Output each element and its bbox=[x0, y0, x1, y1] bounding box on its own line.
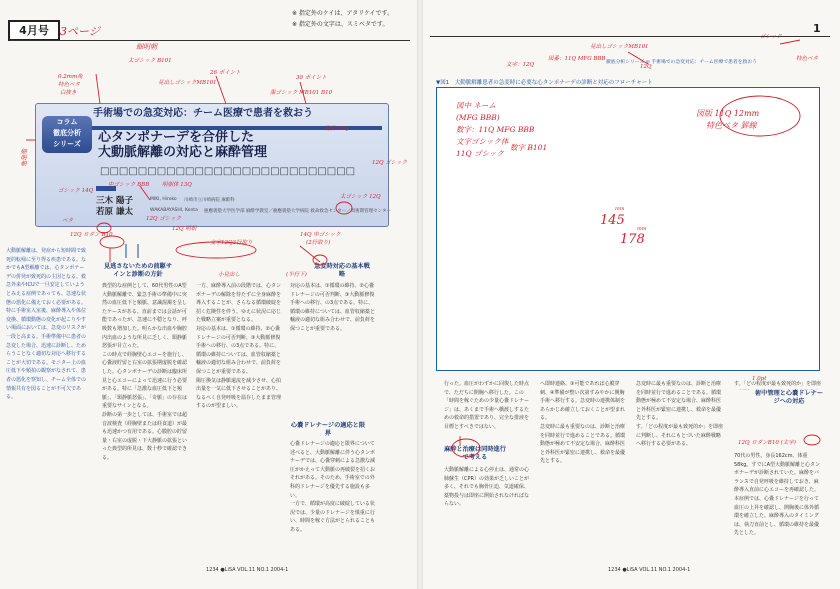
proof-circle bbox=[176, 242, 256, 258]
header-note-2: ※ 指定外の文字は、スミベタです。 bbox=[292, 21, 389, 28]
annotation: 明朝体 13Q bbox=[162, 182, 192, 188]
paragraph: 対応の基本は、①循環の維持、②心嚢ドレナージの可否判断、③大動脈修復手術への移行、の3点である。特に、循環の維持については、血管収縮薬と輸液の適切な組み合わせで、前負荷を保つことが重要である。 bbox=[196, 325, 281, 375]
annotation: 30 ポイント bbox=[296, 75, 327, 81]
annotation: 26 ポイント bbox=[210, 70, 241, 76]
annotation: 12Q bbox=[640, 64, 652, 70]
figure-note: (MFG BBB) bbox=[456, 113, 500, 122]
annotation: ゴシック 14Q bbox=[58, 188, 94, 194]
blue-mark bbox=[126, 244, 138, 258]
annotation: 細明朝 bbox=[136, 43, 157, 51]
figure-note: 数字 B101 bbox=[510, 143, 548, 152]
author-2-romaji: WAKABAYASHI, Kenta bbox=[150, 208, 198, 213]
annotation: 特色ベタ bbox=[58, 82, 81, 88]
figure-width: 145 bbox=[600, 213, 625, 228]
author-1: 三木 陽子 bbox=[96, 196, 133, 206]
leader-line bbox=[300, 82, 306, 104]
footer-right: 1234 ●LiSA VOL.11 NO.1 2004-1 bbox=[608, 567, 691, 573]
annotation: 中ゴシック BBB bbox=[108, 182, 150, 188]
paragraph: 急変時に最も重要なのは、診断と治療を同時並行で進めることである。循環動態が極めて不安定な場合、麻酔科医と外科医が緊密に連携し、救命を最優先とする。 bbox=[540, 423, 626, 465]
section-head-2: 急変時対応の基本戦略 bbox=[314, 263, 370, 278]
paragraph: 大動脈解離による心停止は、通常の心肺蘇生（CPR）の効果が乏しいことが多く、それでも胸骨圧迫、気道確保、薬物投与は即座に開始されなければならない。 bbox=[444, 467, 530, 508]
paragraph: 心嚢ドレナージの適応と限界について述べると、大動脈解離に伴う心タンポナーデでは、心嚢穿刺による急激な減圧がかえって大動脈の再破裂を招くおそれがある。そのため、手術室での外科的ドレナージを優先する施設も多い。 bbox=[290, 441, 376, 499]
paragraph: 70代の男性。身長162cm、体重58kg。すでにA型大動脈解離と心タンポナーデが診断されていた。麻酔をバランスで自発呼吸を維持しておき、麻酔導入直前に心エコーを再確認した。 bbox=[734, 453, 821, 494]
annotation: 12Q ゴシック bbox=[146, 216, 182, 222]
paragraph: す。「どの程度が最も致死的か」を即座 bbox=[734, 381, 822, 387]
paragraph: 本症例では、心嚢ドレナージを行って血圧の上昇を確認し、開胸後に体外循環を確立した。麻酔導入のタイミングは、執刀直前とし、循環の維持を最優先とした。 bbox=[734, 495, 820, 537]
proof-circle bbox=[804, 435, 820, 445]
leader-line bbox=[780, 40, 800, 44]
section-head-5: 術中管理と心嚢ドレナージへの対応 bbox=[754, 390, 824, 405]
figure-note: 文字ゴシック体 bbox=[456, 137, 509, 146]
figure-note: 図中 ネーム bbox=[456, 101, 496, 110]
month-tab: 4月号 bbox=[8, 20, 60, 41]
figure-caption: ▼図1 大動脈解離患者の急変時に必要な心タンポナーデの診断と対応のフローチャート bbox=[436, 80, 653, 86]
page-note: 3ページ bbox=[60, 25, 100, 38]
annotation: 見出しゴシックMB101 bbox=[158, 80, 217, 86]
annotation: 黒ゴシック MB101 B10 bbox=[270, 90, 333, 96]
paragraph: 行った。血圧がわずかに回復した時点で、ただちに開胸へ移行した。この「時間を稼ぐための少量心嚢ドレナージ」は、あくまで手術へ橋渡しするための救命的措置であり、完全な排液を目標とすべきではない。 bbox=[444, 381, 530, 430]
badge-line: コラム bbox=[56, 118, 78, 126]
leader-line bbox=[300, 246, 320, 262]
proof-circle bbox=[720, 96, 800, 136]
paragraph: 一方で、循環が高度に破綻している状況では、少量のドレナージを慎重に行い、時間を稼ぐ方法がとられることもある。 bbox=[290, 501, 376, 533]
running-head: 徹底分析シリーズ ◎ 手術場での急変対応：チーム医療で患者を救おう bbox=[606, 60, 757, 65]
paragraph: この時点で経胸壁心エコーを施行し、心嚢液貯留と右室の拡張期虚脱を確認した。心タンポナーデの診断は臨床所見と心エコーによって迅速に行う必要がある。特に「急激な血圧低下と頻脈」、「頸静脈怒張」、「奇脈」の存在は重要なサインとなる。 bbox=[102, 351, 188, 410]
annotation: 細明朝 bbox=[19, 148, 26, 166]
header-note-1: ※ 指定外のケイは、アタリケイです。 bbox=[292, 10, 394, 17]
annotation: 太ゴシック B101 bbox=[128, 58, 172, 64]
series-title: 手術場での急変対応：チーム医療で患者を救おう bbox=[93, 108, 313, 119]
annotation: 14Q 中ゴシック bbox=[300, 232, 341, 238]
proof-circle bbox=[336, 202, 352, 214]
figure-note: 数字：11Q MFG BBB bbox=[456, 125, 535, 134]
annotation: ベタ bbox=[62, 218, 74, 224]
figure-unit: mm bbox=[615, 206, 625, 212]
annotation: 図番：11Q MFG BBB bbox=[548, 56, 606, 62]
annotation: (2行取り) bbox=[306, 240, 331, 246]
proof-circle bbox=[452, 439, 480, 457]
proof-circle bbox=[97, 223, 111, 233]
annotation: ゴシック bbox=[760, 34, 782, 40]
figure-height: 178 bbox=[620, 232, 645, 247]
figure-note: 図版 11Q 12mm bbox=[696, 109, 760, 118]
figure-unit: mm bbox=[637, 226, 647, 232]
author-2: 若原 謙太 bbox=[96, 207, 133, 217]
annotation: 明朝 11Q bbox=[324, 126, 349, 132]
proof-circle bbox=[313, 255, 327, 265]
leader-line bbox=[216, 76, 226, 104]
annotation: 文字12Q3行取り bbox=[210, 240, 253, 246]
paragraph: 典型的な症例として、60代男性のA型大動脈解離で、緊急手術の準備中に突然の血圧低下と頻脈、意識混濁を呈したケースがある。直前までは会話が可能であったが、急速に不穏となり、呼吸数も増加した。明らかな出血や胸腔内出血のような所見に乏しく、頸静脈怒張が目立った。 bbox=[102, 283, 188, 350]
figure-note: 11Q ゴシック bbox=[456, 149, 504, 158]
annotation: 白抜き bbox=[60, 90, 77, 96]
figure-note: 特色ベタ 罫線 bbox=[706, 121, 757, 130]
annotation: 12Q ロダン B10 bbox=[70, 232, 113, 238]
annotation: 12Q ロダンB10 (太字) bbox=[738, 440, 796, 446]
annotation: 12Q ゴシック bbox=[372, 160, 408, 166]
annotation: 特色ベタ bbox=[796, 56, 819, 62]
author-1-romaji: MIKI, Hiroko bbox=[150, 197, 177, 202]
leader-line bbox=[628, 52, 648, 64]
section-head-4: 麻酔と治療は同時進行で考える bbox=[444, 446, 506, 461]
annotation: (半行下) bbox=[286, 272, 307, 278]
leader-line bbox=[96, 74, 100, 104]
section-head-1: 見逃さないための前駆サインと診断の方針 bbox=[103, 263, 173, 278]
title-line: 大動脈解離の対応と麻酔管理 bbox=[98, 145, 268, 160]
page-number: 1 bbox=[813, 22, 821, 35]
author-1-affiliation: 川崎市立川崎病院 麻酔科 bbox=[184, 198, 235, 203]
paragraph: 対応の基本は、①循環の維持、②心嚢ドレナージの可否判断、③大動脈修復手術への移行、の3点である。特に、循環の維持については、血管収縮薬と輸液の適切な組み合わせで、前負荷を保つことが重要である。 bbox=[290, 283, 375, 332]
footer-left: 1234 ●LiSA VOL.11 NO.1 2004-1 bbox=[206, 567, 289, 573]
title-line: 心タンポナーデを合併した bbox=[98, 130, 255, 145]
paragraph: へ即時連絡、③可能であれば心膜穿刺、④準備が整い次第すみやかに開胸手術へ移行する。急変時の連携体制をあらかじめ確立しておくことが望まれる。 bbox=[540, 381, 626, 422]
annotation: 見出しゴシックMB101 bbox=[590, 44, 649, 50]
subtitle-placeholder: □□□□□□□□□□□□□□□□□□□□□□□□□□□ bbox=[100, 166, 356, 177]
badge-line: 徹底分析 bbox=[53, 129, 81, 137]
paragraph: 陽圧換気は静脈還流を減少させ、心拍出量を一気に低下させることがあり、なるべく自発呼吸を温存したまま管理するのが望ましい。 bbox=[196, 377, 282, 410]
annotation: 12Q 明朝 bbox=[172, 226, 197, 232]
annotation: 0.2mm角 bbox=[58, 74, 83, 80]
paragraph: 診断の第一歩としては、手術室では超音波検査（経胸壁または経食道）が最も迅速かつ有用である。心膜腔の貯留量・右室の虚脱・下大静脈の拡張といった典型的所見は、数十秒で確認できる。 bbox=[102, 411, 188, 461]
paragraph: 急変時に最も重要なのは、診断と治療を同時並行で進めることである。循環動態が極めて不安定な場合、麻酔科医と外科医が緊密に連携し、救命を最優先とする。 bbox=[636, 381, 722, 422]
annotation: 小見出し bbox=[218, 272, 241, 278]
badge-line: シリーズ bbox=[53, 140, 81, 148]
author-2-affiliation: 慶應義塾大学医学部 麻酔学教室／慶應義塾大学病院 救命救急センター／周術期管理センター bbox=[204, 209, 391, 214]
leader-line bbox=[140, 186, 150, 200]
section-head-3: 心嚢ドレナージの適応と限界 bbox=[290, 422, 366, 437]
annotation: 1.0pt bbox=[752, 376, 767, 382]
paragraph: 一方、麻酔導入前の段階では、心タンポナーデの解除を待たずに全身麻酔を導入することが、さらなる循環破綻を招く危険性を伴う。ゆえに状況に応じた戦略立案が重要となる。 bbox=[196, 283, 282, 324]
lead-text: 大動脈解離は、発症から短時間で致死的転帰に至り得る疾患である。なかでもA型解離では、心タンポナーデの併発が致死的の主因となる。救急外来やICUで一旦安定していようとみえる症例であっても、急速な状態の悪化に備えておく必要がある。特に手術室入室後、麻酔導入や体位変換、循環動態の変化が起こりやすい場面においては、急変のリスクが一段と高まる。手術準備中に患者の急変した場合、迅速に診断し、ためらうことなく適切な対応へ移行することが大切である。モニター上の血圧低下や頻拍の観察がなされて、患者の悪化を察知し、チーム全体での情報共有を図ることが不可欠である。 bbox=[6, 248, 87, 401]
annotation: 文字：12Q bbox=[506, 62, 535, 68]
proof-circle bbox=[100, 236, 124, 248]
annotation: 太ゴシック 12Q bbox=[340, 194, 381, 200]
paragraph: す。「どの程度が最も致死的か」を即座に判断し、それにもとづいた麻酔戦略へ移行する必要がある。 bbox=[636, 423, 724, 448]
